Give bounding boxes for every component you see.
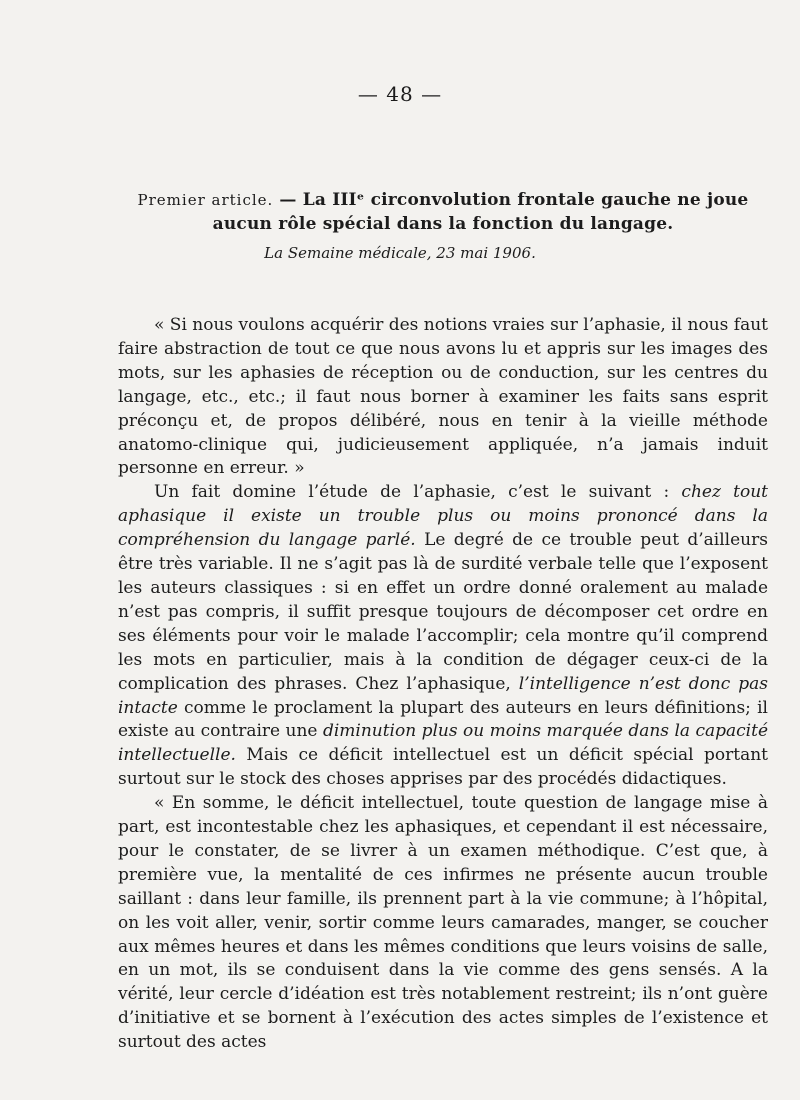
text-segment: Le degré de ce trouble peut d’ailleurs être très variable. Il ne s’agit pas là de surdité verbale telle que l’exposent les auteurs classiques : si en effet un ordre donné oralement au malade n’est pas compris, il suffit presque toujours de décomposer cet ordre en ses éléments pour voir le malade l’accomplir; cela montre qu’il comprend les mots en particulier, mais à la condition de dégager ceux-ci de la complication des phrases. Chez l’aphasique, — [118, 530, 768, 694]
article-heading — [118, 188, 768, 236]
emphasis-segment: chez tout aphasique il existe un trouble plus ou moins prononcé dans la compréhension du langage parlé. — [118, 482, 768, 551]
text-segment: comme le proclament la plupart des auteurs en leurs définitions; il existe au contraire une — [118, 697, 768, 742]
page-number: — 48 — — [357, 82, 443, 106]
text-segment: Mais ce déficit intellectuel est un déficit spécial portant surtout sur le stock des choses apprises par des procédés didactiques. — [118, 745, 768, 790]
paragraph-quote-summary: « En somme, le déficit intellectuel, toute question de langage mise à part, est incontestable chez les aphasiques, et cependant il est nécessaire, pour le constater, de se livrer à un examen méthodique. C’est que, à première vue, la mentalité de ces infirmes ne présente aucun trouble saillant : dans leur famille, ils prennent part à la vie commune; à l’hôpital, on les voit aller, venir, sortir comme leurs camarades, manger, se coucher aux mêmes heures et dans les mêmes conditions que leurs voisins de salle, en un mot, ils se conduisent dans la vie comme des gens sensés. A la vérité, leur cercle d’idéation est très notablement restreint; ils n’ont guère d’initiative et se bornent à l’exécution des actes simples de l’existence et surtout des actes — [118, 793, 768, 1053]
heading-dash: — — [273, 190, 303, 210]
emphasis-segment: l’intelligence n’est donc pas intacte — [118, 673, 768, 718]
paragraph-quote-intro: « Si nous voulons acquérir des notions vraies sur l’aphasie, il nous faut faire abstraction de tout ce que nous avons lu et appris sur les images des mots, sur les aphasies de réception ou de conduction, sur les centres du langage, etc., etc.; il faut nous borner à examiner les faits sans esprit préconçu et, de propos délibéré, nous en tenir à la vieille méthode anatomo-clinique qui, judicieusement appliquée, n’a jamais induit personne en erreur. » — [118, 315, 768, 479]
text-segment: Un fait domine l’étude de l’aphasie, c’est le suivant : — [154, 482, 682, 503]
body-text — [118, 314, 768, 1055]
source-citation: La Semaine médicale, 23 mai 1906. — [264, 244, 536, 262]
article-label: Premier article. — [137, 191, 274, 209]
paragraph-main — [118, 481, 768, 792]
article-title: La IIIᵉ circonvolution frontale gauche ne joue aucun rôle spécial dans la fonction du langage. — [212, 190, 749, 234]
emphasis-segment: diminution plus ou moins marquée dans la capacité intellectuelle. — [118, 721, 769, 766]
